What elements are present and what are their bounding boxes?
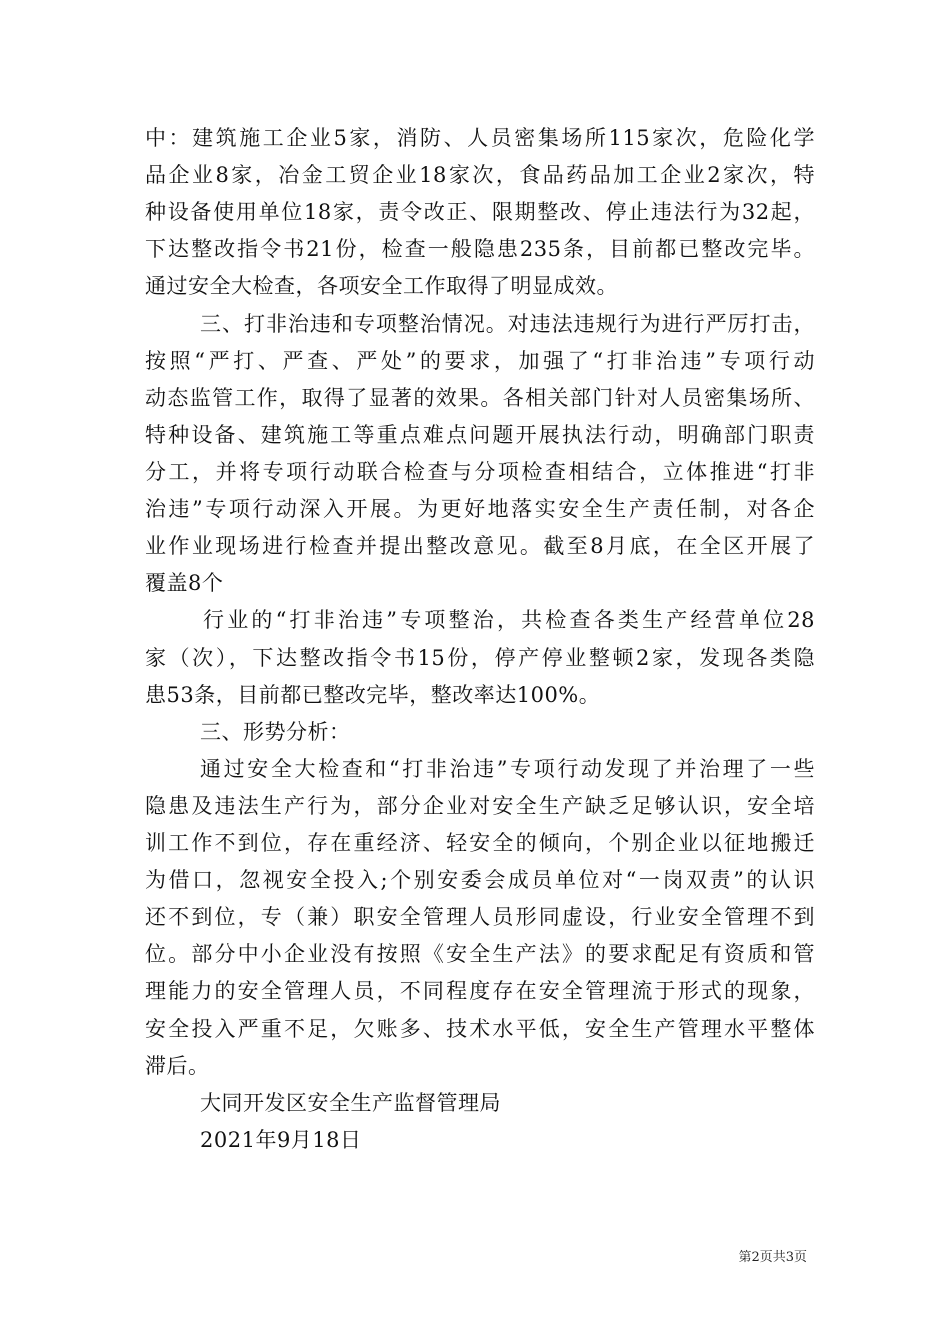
body-line: 种设备使用单位18家，责令改正、限期整改、停止违法行为32起， (145, 200, 815, 224)
body-line: 患53条，目前都已整改完毕，整改率达100%。 (145, 683, 601, 707)
body-line: 业作业现场进行检查并提出整改意见。截至8月底，在全区开展了 (145, 534, 815, 558)
body-line: 通过安全大检查和“打非治违”专项行动发现了并治理了一些 (200, 757, 815, 781)
body-line: 还不到位，专（兼）职安全管理人员形同虚设，行业安全管理不到 (145, 905, 815, 929)
body-line: 滞后。 (145, 1054, 210, 1078)
body-line: 安全投入严重不足，欠账多、技术水平低，安全生产管理水平整体 (145, 1017, 815, 1041)
body-line: 行业的“打非治违”专项整治，共检查各类生产经营单位28 (203, 608, 815, 632)
body-line: 下达整改指令书21份，检查一般隐患235条，目前都已整改完毕。 (145, 237, 815, 261)
body-line: 覆盖8个 (145, 571, 224, 595)
body-line: 动态监管工作，取得了显著的效果。各相关部门针对人员密集场所、 (145, 386, 815, 410)
body-line: 为借口，忽视安全投入;个别安委会成员单位对“一岗双责”的认识 (145, 868, 815, 892)
body-line: 品企业8家，冶金工贸企业18家次，食品药品加工企业2家次，特 (145, 163, 815, 187)
page-number-indicator: 第2页共3页 (738, 1250, 807, 1265)
body-line: 分工，并将专项行动联合检查与分项检查相结合，立体推进“打非 (145, 460, 815, 484)
section-heading-line: 三、形势分析： (200, 720, 351, 744)
body-line: 特种设备、建筑施工等重点难点问题开展执法行动，明确部门职责 (145, 423, 815, 447)
body-line: 中：建筑施工企业5家，消防、人员密集场所115家次，危险化学 (145, 126, 815, 150)
signature-date: 2021年9月18日 (200, 1128, 362, 1152)
body-line: 隐患及违法生产行为，部分企业对安全生产缺乏足够认识，安全培 (145, 794, 815, 818)
body-line: 位。部分中小企业没有按照《安全生产法》的要求配足有资质和管 (145, 942, 815, 966)
body-line: 通过安全大检查，各项安全工作取得了明显成效。 (145, 274, 618, 298)
section-heading-line: 三、打非治违和专项整治情况。对违法违规行为进行严厉打击， (200, 312, 815, 336)
body-line: 理能力的安全管理人员，不同程度存在安全管理流于形式的现象， (145, 979, 815, 1003)
body-line: 按照“严打、严查、严处”的要求，加强了“打非治违”专项行动 (145, 349, 815, 373)
signature-organization: 大同开发区安全生产监督管理局 (200, 1091, 501, 1115)
body-line: 治违”专项行动深入开展。为更好地落实安全生产责任制，对各企 (145, 497, 815, 521)
body-line: 家（次），下达整改指令书15份，停产停业整顿2家，发现各类隐 (145, 646, 815, 670)
body-line: 训工作不到位，存在重经济、轻安全的倾向，个别企业以征地搬迁 (145, 831, 815, 855)
